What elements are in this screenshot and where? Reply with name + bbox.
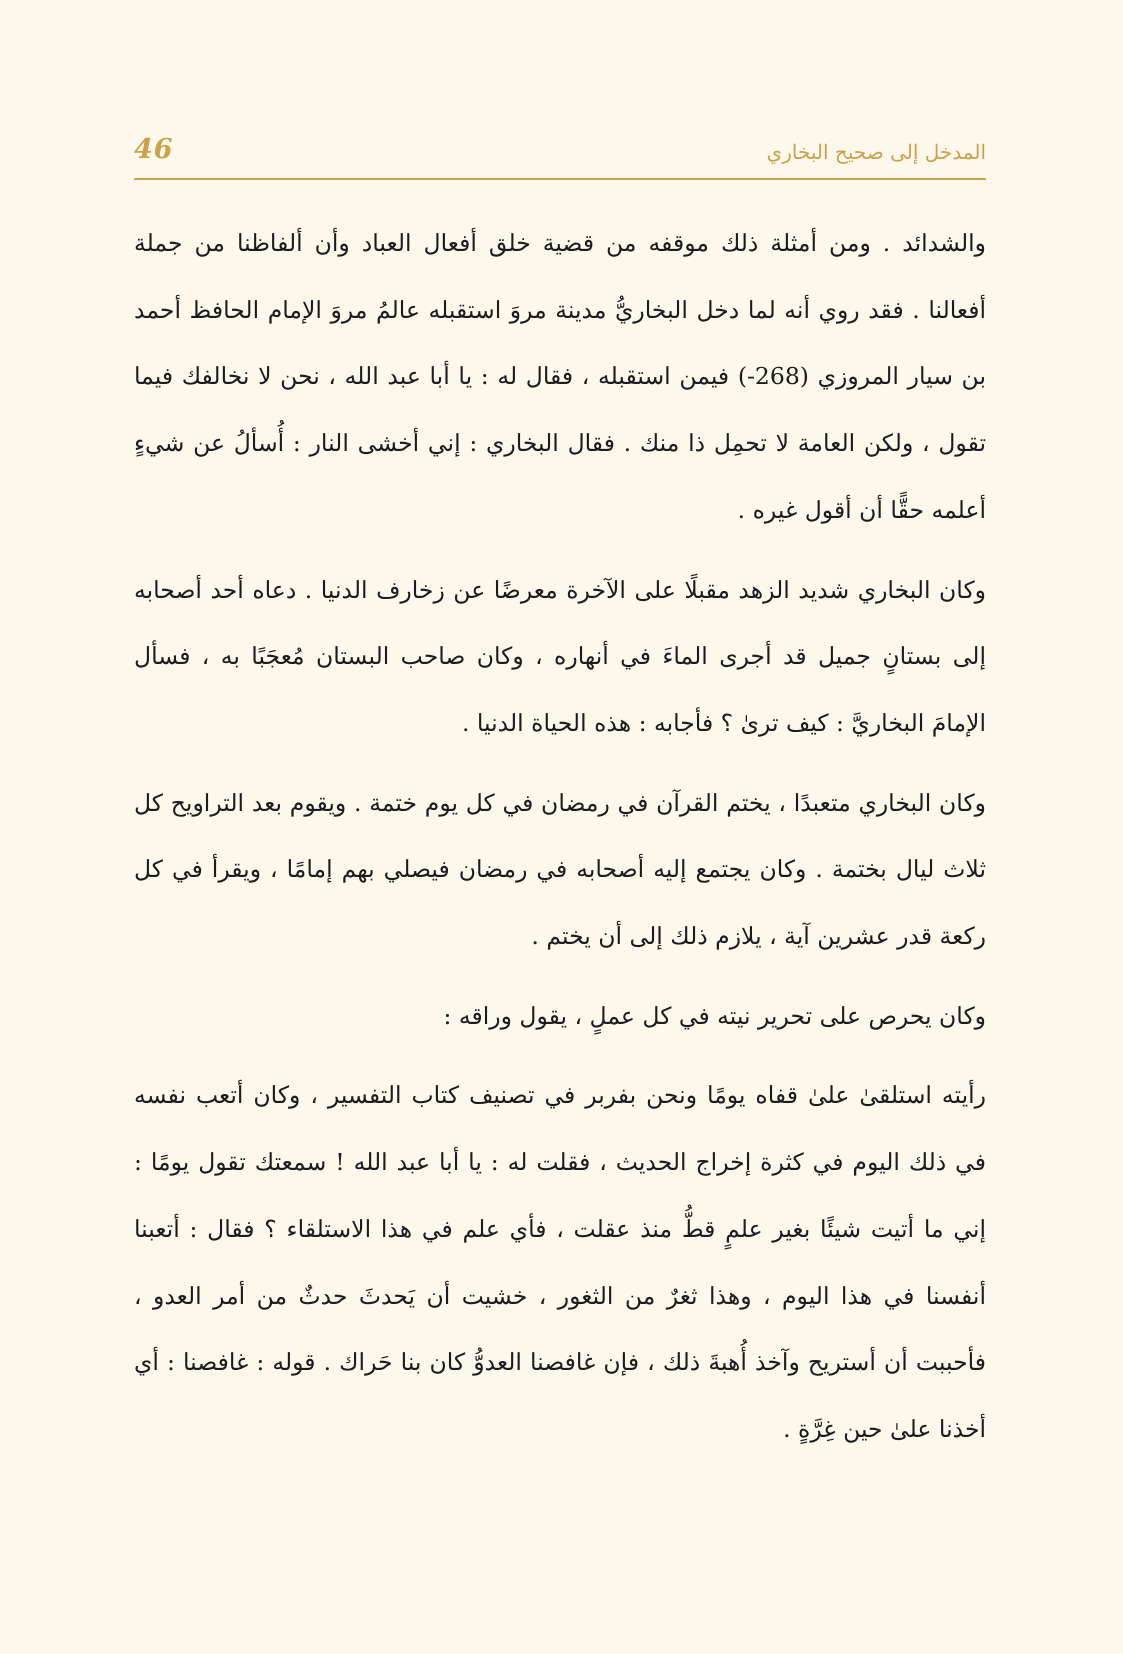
paragraph: رأيته استلقىٰ علىٰ قفاه يومًا ونحن بفربر في تصنيف كتاب التفسير ، وكان أتعب نفسه في ذلك اليوم في كثرة إخراج الحديث ، فقلت له : يا أبا عبد الله ! سمعتك تقول يومًا : إني ما أتيت شيئًا بغير علمٍ قطُّ منذ عقلت ، فأي علم في هذا الاستلقاء ؟ فقال : أتعبنا أنفسنا في هذا اليوم ، وهذا ثغرٌ من الثغور ، خشيت أن يَحدثَ حدثٌ من أمر العدو ، فأحببت أن أستريح وآخذ أُهبةَ ذلك ، فإن غافصنا العدوُّ كان بنا حَراك . قوله : غافصنا : أي أخذنا علىٰ حين غِرَّةٍ . [134, 1081, 986, 1443]
paragraph: والشدائد . ومن أمثلة ذلك موقفه من قضية خلق أفعال العباد وأن ألفاظنا من جملة أفعالنا . فقد روي أنه لما دخل البخاريُّ مدينة مروَ استقبله عالمُ مروَ الإمام الحافظ أحمد بن سيار المروزي (‎-268) فيمن استقبله ، فقال له : يا أبا عبد الله ، نحن لا نخالفك فيما تقول ، ولكن العامة لا تحمِل ذا منك . فقال البخاري : إني أخشى النار : أُسألُ عن شيءٍ أعلمه حقًّا أن أقول غيره . [134, 229, 986, 524]
page-header [134, 132, 986, 180]
page-number: 46 [134, 134, 174, 165]
paragraph: وكان البخاري متعبدًا ، يختم القرآن في رمضان في كل يوم ختمة . ويقوم بعد التراويح كل ثلاث ليال بختمة . وكان يجتمع إليه أصحابه في رمضان فيصلي بهم إمامًا ، ويقرأ في كل ركعة قدر عشرين آية ، يلازم ذلك إلى أن يختم . [134, 788, 986, 951]
book-title: المدخل إلى صحيح البخاري [766, 140, 986, 164]
paragraph: وكان البخاري شديد الزهد مقبلًا على الآخرة معرضًا عن زخارف الدنيا . دعاه أحد أصحابه إلى بستانٍ جميل قد أجرى الماءَ في أنهاره ، وكان صاحب البستان مُعجَبًا به ، فسأل الإمامَ البخاريَّ : كيف ترىٰ ؟ فأجابه : هذه الحياة الدنيا . [134, 575, 986, 737]
body-text [134, 210, 986, 1476]
paragraph: وكان يحرص على تحرير نيته في كل عملٍ ، يقول وراقه : [443, 1001, 986, 1030]
